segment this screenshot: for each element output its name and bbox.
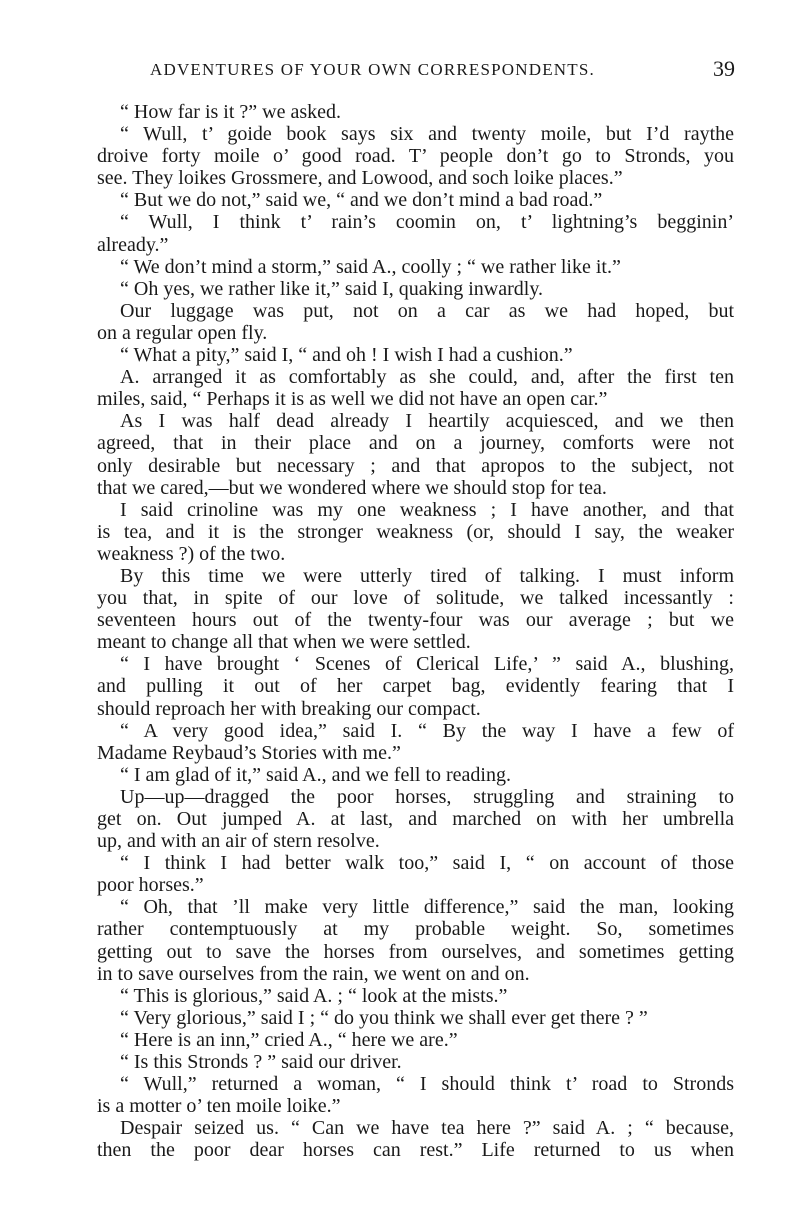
- text-line: As I was half dead already I heartily acquiesced, and we then: [120, 410, 734, 433]
- text-line: meant to change all that when we were settled.: [97, 631, 471, 654]
- text-line: “ But we do not,” said we, “ and we don’t mind a bad road.”: [120, 189, 603, 212]
- text-line: “ What a pity,” said I, “ and oh ! I wish I had a cushion.”: [120, 344, 573, 367]
- text-line: “ Wull, t’ goide book says six and twenty moile, but I’d raythe: [120, 123, 734, 146]
- text-line: “ This is glorious,” said A. ; “ look at the mists.”: [120, 984, 508, 1007]
- running-head: [150, 58, 735, 84]
- text-line: I said crinoline was my one weakness ; I have another, and that: [120, 498, 734, 521]
- text-line: on a regular open fly.: [97, 321, 268, 344]
- text-line: “ Oh yes, we rather like it,” said I, quaking inwardly.: [120, 277, 544, 300]
- text-line: Up—up—dragged the poor horses, struggling and straining to: [120, 785, 734, 808]
- page-number: 39: [713, 56, 735, 81]
- text-line: and pulling it out of her carpet bag, evidently fearing that I: [97, 675, 734, 698]
- body-text: [97, 101, 734, 1162]
- text-line: see. They loikes Grossmere, and Lowood, and soch loike places.”: [97, 167, 623, 190]
- text-line: droive forty moile o’ good road. T’ people don’t go to Stronds, you: [97, 145, 734, 168]
- text-line: “ I think I had better walk too,” said I, “ on account of those: [120, 852, 734, 875]
- text-line: By this time we were utterly tired of talking. I must inform: [120, 564, 734, 587]
- text-line: should reproach her with breaking our compact.: [97, 697, 481, 720]
- text-line: “ I am glad of it,” said A., and we fell to reading.: [120, 763, 511, 786]
- text-line: already.”: [97, 233, 169, 256]
- text-line: poor horses.”: [97, 874, 204, 897]
- text-line: “ How far is it ?” we asked.: [120, 101, 342, 123]
- text-line: rather contemptuously at my probable weight. So, sometimes: [97, 918, 734, 941]
- text-line: in to save ourselves from the rain, we went on and on.: [97, 962, 530, 985]
- text-line: “ Here is an inn,” cried A., “ here we are.”: [120, 1028, 458, 1051]
- text-line: “ Very glorious,” said I ; “ do you think we shall ever get there ? ”: [120, 1006, 648, 1029]
- text-line: agreed, that in their place and on a journey, comforts were not: [97, 432, 734, 455]
- text-line: that we cared,—but we wondered where we should stop for tea.: [97, 476, 607, 499]
- text-line: is a motter o’ ten moile loike.”: [97, 1095, 341, 1118]
- text-line: “ Oh, that ’ll make very little difference,” said the man, looking: [120, 896, 734, 919]
- text-line: get on. Out jumped A. at last, and marched on with her umbrella: [97, 808, 734, 830]
- text-line: is tea, and it is the stronger weakness (or, should I say, the weaker: [97, 520, 734, 543]
- text-line: “ Is this Stronds ? ” said our driver.: [120, 1051, 402, 1074]
- running-title: ADVENTURES OF YOUR OWN CORRESPONDENTS.: [150, 60, 595, 79]
- text-line: A. arranged it as comfortably as she could, and, after the first ten: [120, 366, 734, 389]
- text-line: Our luggage was put, not on a car as we had hoped, but: [120, 299, 734, 322]
- text-line: seventeen hours out of the twenty-four was our average ; but we: [97, 609, 734, 632]
- text-line: only desirable but necessary ; and that apropos to the subject, not: [97, 454, 734, 477]
- text-line: up, and with an air of stern resolve.: [97, 830, 380, 853]
- text-line: “ Wull,” returned a woman, “ I should think t’ road to Stronds: [120, 1073, 734, 1096]
- text-line: “ We don’t mind a storm,” said A., coolly ; “ we rather like it.”: [120, 255, 621, 278]
- text-line: Despair seized us. “ Can we have tea here ?” said A. ; “ because,: [120, 1117, 734, 1140]
- text-line: weakness ?) of the two.: [97, 542, 286, 565]
- text-line: “ A very good idea,” said I. “ By the way I have a few of: [120, 719, 734, 742]
- text-line: Madame Reybaud’s Stories with me.”: [97, 741, 401, 764]
- text-line: then the poor dear horses can rest.” Life returned to us when: [97, 1139, 734, 1162]
- text-line: “ I have brought ‘ Scenes of Clerical Life,’ ” said A., blushing,: [120, 653, 734, 676]
- text-line: “ Wull, I think t’ rain’s coomin on, t’ lightning’s begginin’: [120, 211, 734, 234]
- text-line: getting out to save the horses from ourselves, and sometimes getting: [97, 940, 734, 963]
- text-line: miles, said, “ Perhaps it is as well we did not have an open car.”: [97, 388, 608, 411]
- text-line: you that, in spite of our love of solitude, we talked incessantly :: [97, 587, 734, 610]
